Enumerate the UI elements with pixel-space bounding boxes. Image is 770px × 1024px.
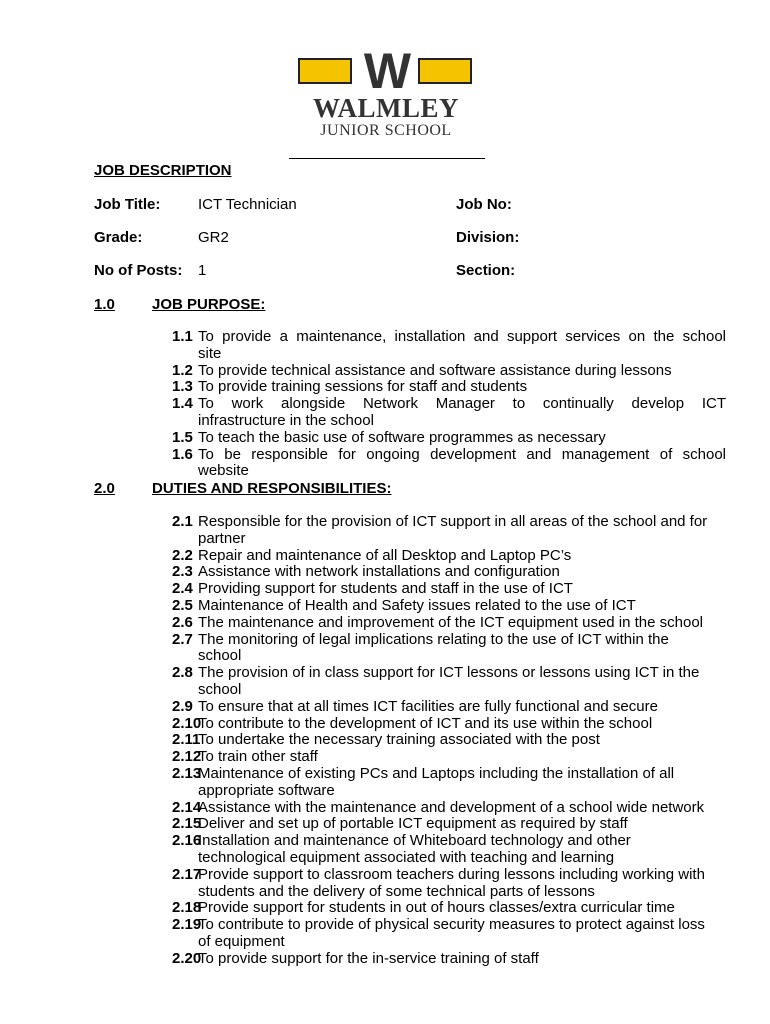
- item-line: To provide support for the in-service training of staff: [198, 949, 539, 967]
- item-line: To train other staff: [198, 748, 318, 766]
- section2-number: 2.0: [94, 480, 115, 497]
- list-item-number: [150, 916, 202, 951]
- list-item: [150, 665, 726, 699]
- job-title-label: Job Title:: [94, 196, 161, 213]
- list-item: [150, 581, 726, 598]
- section1-number: 1.0: [94, 296, 115, 313]
- list-item-text: [198, 447, 726, 481]
- list-item-number: [150, 949, 202, 968]
- item-line: Provide support to classroom teachers during lessons including working with: [198, 865, 705, 883]
- item-number-text: 2.14: [172, 798, 202, 816]
- list-item: [150, 430, 726, 447]
- item-line-continued: appropriate software: [198, 781, 335, 799]
- list-item-text: [198, 800, 726, 817]
- list-item: [150, 514, 726, 548]
- item-line-continued: students and the delivery of some technical parts of lessons: [198, 882, 595, 900]
- grade-label: Grade:: [94, 229, 143, 246]
- item-number-text: 2.8: [172, 664, 193, 682]
- list-item-number: [150, 396, 198, 430]
- list-item-text: [198, 716, 726, 733]
- item-number-text: 2.3: [172, 563, 193, 581]
- item-number-text: 2.16: [172, 832, 202, 850]
- item-number-text: 2.5: [172, 596, 193, 614]
- item-line: Responsible for the provision of ICT support in all areas of the school and for: [198, 513, 708, 530]
- item-line: Maintenance of Health and Safety issues related to the use of ICT: [198, 596, 636, 614]
- item-line: Assistance with network installations and configuration: [198, 563, 560, 581]
- list-item-number: [150, 714, 202, 733]
- item-line-continued: school: [198, 647, 242, 665]
- item-line: To teach the basic use of software programmes as necessary: [198, 428, 606, 446]
- list-item: [150, 716, 726, 733]
- item-number-text: 2.1: [172, 513, 193, 530]
- list-item: [150, 548, 726, 565]
- section-label: Section:: [456, 262, 516, 279]
- list-item-text: [198, 699, 726, 716]
- item-line: To provide technical assistance and software assistance during lessons: [198, 361, 672, 379]
- item-line: Assistance with the maintenance and development of a school wide network: [198, 798, 705, 816]
- list-item: [150, 867, 726, 901]
- list-item-text: [198, 598, 726, 615]
- item-line-continued: of equipment: [198, 932, 285, 950]
- section1-title: JOB PURPOSE:: [152, 296, 266, 313]
- list-item-number: [150, 514, 198, 548]
- item-line: To provide training sessions for staff and students: [198, 378, 528, 396]
- list-item: [150, 329, 726, 363]
- list-item-text: [198, 816, 726, 833]
- item-line: To provide a maintenance, installation and support services on the school: [198, 328, 726, 345]
- item-number-text: 2.17: [172, 865, 202, 883]
- list-item-number: [150, 832, 202, 867]
- list-item-number: [150, 548, 198, 565]
- list-item-number: [150, 598, 198, 615]
- item-number-text: 1.6: [172, 445, 193, 463]
- list-item-text: [198, 732, 726, 749]
- job-title-value: ICT Technician: [198, 196, 297, 213]
- item-line-continued: technological equipment associated with teaching and learning: [198, 848, 615, 866]
- item-line-continued: website: [198, 462, 249, 480]
- item-number-text: 2.6: [172, 613, 193, 631]
- item-line-continued: site: [198, 344, 222, 362]
- list-item-number: [150, 731, 201, 749]
- division-label: Division:: [456, 229, 520, 246]
- header-rule: [289, 158, 485, 159]
- list-item: [150, 396, 726, 430]
- logo-mark: [298, 43, 472, 99]
- list-item: [150, 917, 726, 951]
- list-item-number: [150, 581, 198, 598]
- item-number-text: 2.13: [172, 764, 202, 782]
- item-number-text: 2.2: [172, 546, 193, 564]
- list-item-text: [198, 867, 726, 901]
- list-item: [150, 749, 726, 766]
- list-item: [150, 900, 726, 917]
- item-line: To contribute to the development of ICT and its use within the school: [198, 714, 653, 732]
- section2-title: DUTIES AND RESPONSIBILITIES:: [152, 480, 392, 497]
- list-item: [150, 598, 726, 615]
- item-number-text: 2.12: [172, 748, 202, 766]
- item-line: Deliver and set up of portable ICT equipment as required by staff: [198, 815, 628, 833]
- list-item-number: [150, 430, 198, 447]
- list-item-text: [198, 329, 726, 363]
- list-item-text: [198, 917, 726, 951]
- logo-bar-left: [298, 58, 352, 84]
- list-item-number: [150, 798, 202, 817]
- item-line: Installation and maintenance of Whiteboard technology and other: [198, 832, 631, 850]
- list-item-text: [198, 514, 726, 548]
- item-line: To ensure that at all times ICT facilities are fully functional and secure: [198, 697, 658, 715]
- logo-school-subtitle: JUNIOR SCHOOL: [320, 122, 452, 139]
- list-item: [150, 564, 726, 581]
- list-item-text: [198, 363, 726, 380]
- item-line: Repair and maintenance of all Desktop and Laptop PC’s: [198, 546, 572, 564]
- list-item: [150, 833, 726, 867]
- item-number-text: 2.15: [172, 815, 202, 833]
- list-item-text: [198, 749, 726, 766]
- logo-school-name: WALMLEY: [312, 93, 459, 123]
- list-item-text: [198, 665, 726, 699]
- item-number-text: 1.5: [172, 428, 193, 446]
- list-item-number: [150, 632, 198, 666]
- item-number-text: 2.10: [172, 714, 202, 732]
- list-item-number: [150, 865, 202, 901]
- item-number-text: 2.18: [172, 899, 202, 917]
- school-logo: [296, 43, 480, 144]
- grade-value: GR2: [198, 229, 229, 246]
- item-line: Provide support for students in out of hours classes/extra curricular time: [198, 899, 675, 917]
- list-item-number: [150, 815, 202, 833]
- item-line: To contribute to provide of physical security measures to protect against loss: [198, 916, 705, 934]
- logo-w: W: [363, 43, 409, 99]
- list-item-number: [150, 899, 202, 917]
- item-number-text: 2.20: [172, 949, 202, 967]
- job-purpose-list: [150, 329, 726, 480]
- list-item-text: [198, 900, 726, 917]
- list-item-number: [150, 564, 198, 581]
- list-item-number: [150, 665, 198, 699]
- item-number-text: 1.4: [172, 395, 193, 413]
- list-item: [150, 766, 726, 800]
- item-number-text: 2.7: [172, 630, 193, 648]
- item-line: The maintenance and improvement of the ICT equipment used in the school: [198, 613, 704, 631]
- item-line: To work alongside Network Manager to continually develop ICT: [198, 395, 726, 413]
- list-item-text: [198, 833, 726, 867]
- list-item-text: [198, 766, 726, 800]
- logo-bar-right: [418, 58, 472, 84]
- list-item: [150, 632, 726, 666]
- job-no-label: Job No:: [456, 196, 512, 213]
- list-item-text: [198, 581, 726, 598]
- list-item: [150, 379, 726, 396]
- item-number-text: 1.3: [172, 378, 193, 396]
- list-item-number: [150, 447, 198, 481]
- list-item-number: [150, 764, 202, 800]
- item-number-text: 1.2: [172, 361, 193, 379]
- list-item-number: [150, 379, 198, 396]
- item-line: To be responsible for ongoing development and management of school: [198, 445, 726, 463]
- document-heading: JOB DESCRIPTION: [94, 162, 232, 179]
- item-line: The monitoring of legal implications relating to the use of ICT within the: [198, 630, 669, 648]
- item-number-text: 2.19: [172, 916, 202, 934]
- list-item-text: [198, 379, 726, 396]
- item-line: Providing support for students and staff in the use of ICT: [198, 580, 573, 598]
- list-item-text: [198, 564, 726, 581]
- list-item-number: [150, 363, 198, 380]
- list-item: [150, 732, 726, 749]
- list-item-text: [198, 632, 726, 666]
- list-item: [150, 615, 726, 632]
- item-number-text: 2.11: [172, 731, 201, 749]
- posts-label: No of Posts:: [94, 262, 183, 279]
- item-number-text: 2.9: [172, 697, 193, 715]
- list-item-number: [150, 615, 198, 632]
- list-item-text: [198, 548, 726, 565]
- item-line-continued: partner: [198, 529, 246, 547]
- item-line: The provision of in class support for ICT lessons or lessons using ICT in the: [198, 664, 700, 682]
- item-line: Maintenance of existing PCs and Laptops including the installation of all: [198, 764, 675, 782]
- list-item-text: [198, 615, 726, 632]
- posts-value: 1: [198, 262, 207, 279]
- list-item-text: [198, 396, 726, 430]
- list-item: [150, 363, 726, 380]
- duties-list: [150, 514, 726, 968]
- item-line-continued: infrastructure in the school: [198, 411, 374, 429]
- list-item-number: [150, 699, 198, 716]
- list-item-number: [150, 329, 198, 363]
- list-item: [150, 800, 726, 817]
- list-item-text: [198, 430, 726, 447]
- item-number-text: 1.1: [172, 328, 193, 345]
- item-number-text: 2.4: [172, 580, 193, 598]
- item-line: To undertake the necessary training associated with the post: [198, 731, 600, 749]
- list-item: [150, 699, 726, 716]
- list-item: [150, 951, 726, 968]
- item-line-continued: school: [198, 680, 242, 698]
- list-item: [150, 816, 726, 833]
- list-item-text: [198, 951, 726, 968]
- list-item: [150, 447, 726, 481]
- list-item-number: [150, 748, 202, 766]
